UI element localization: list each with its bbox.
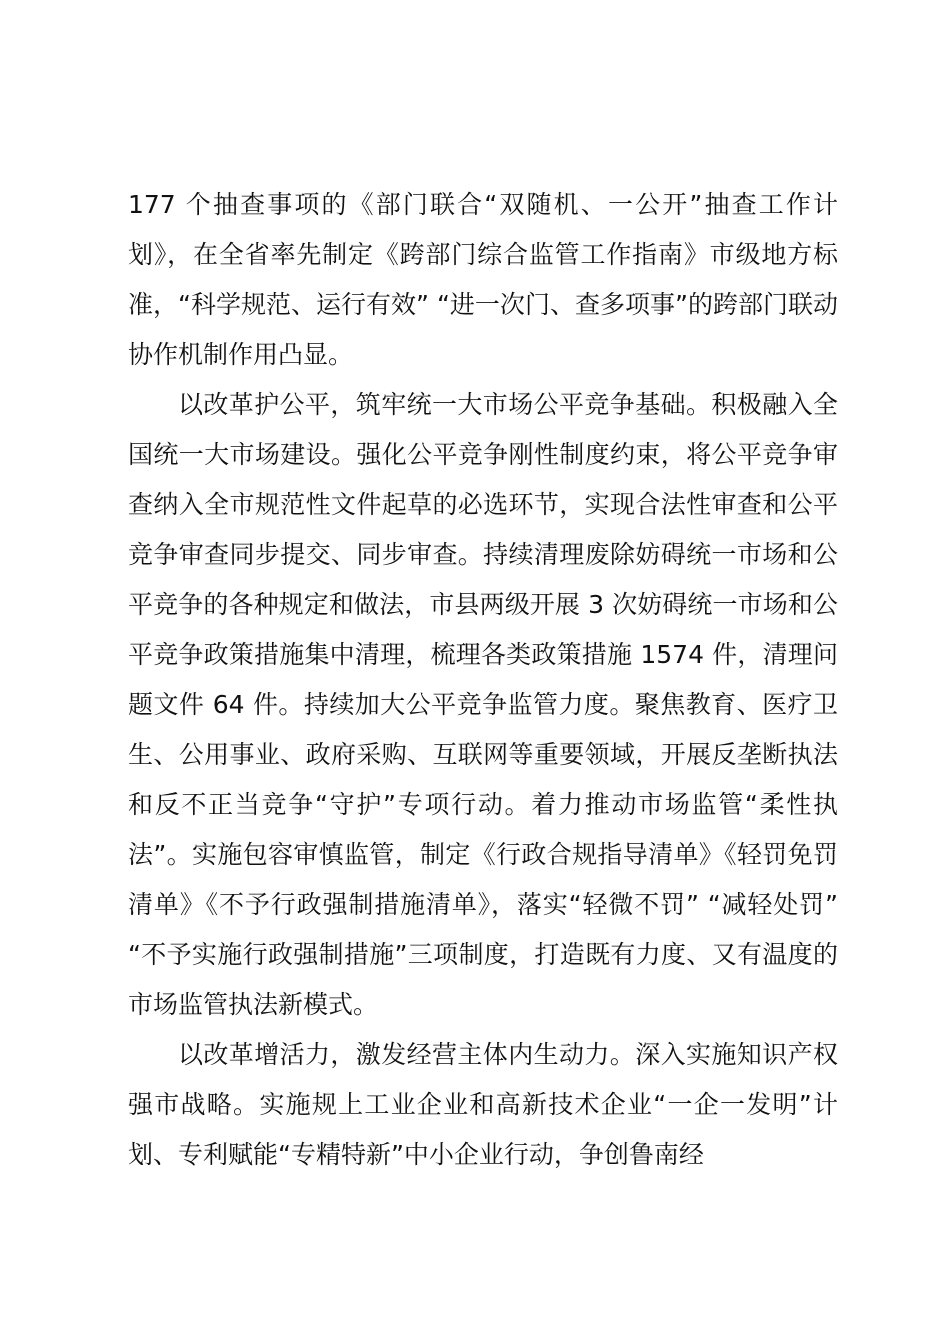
- paragraph-2: 以改革护公平，筑牢统一大市场公平竞争基础。积极融入全国统一大市场建设。强化公平竞争刚性制度约束，将公平竞争审查纳入全市规范性文件起草的必选环节，实现合法性审查和公平竞争审查同步提交、同步审查。持续清理废除妨碍统一市场和公平竞争的各种规定和做法，市县两级开展 3 次妨碍统一市场和公平竞争政策措施集中清理，梳理各类政策措施 1574 件，清理问题文件 64 件。持续加大公平竞争监管力度。聚焦教育、医疗卫生、公用事业、政府采购、互联网等重要领域，开展反垄断执法和反不正当竞争“守护”专项行动。着力推动市场监管“柔性执法”。实施包容审慎监管，制定《行政合规指导清单》《轻罚免罚清单》《不予行政强制措施清单》，落实“轻微不罚” “减轻处罚” “不予实施行政强制措施”三项制度，打造既有力度、又有温度的市场监管执法新模式。: [128, 390, 838, 1019]
- paragraph-3: 以改革增活力，激发经营主体内生动力。深入实施知识产权强市战略。实施规上工业企业和高新技术企业“一企一发明”计划、专利赋能“专精特新”中小企业行动，争创鲁南经: [128, 1040, 838, 1169]
- paragraph-1: 177 个抽查事项的《部门联合“双随机、一公开”抽查工作计划》，在全省率先制定《跨部门综合监管工作指南》市级地方标准，“科学规范、运行有效” “进一次门、查多项事”的跨部门联动协作机制作用凸显。: [128, 190, 838, 369]
- document-body: [128, 180, 838, 1180]
